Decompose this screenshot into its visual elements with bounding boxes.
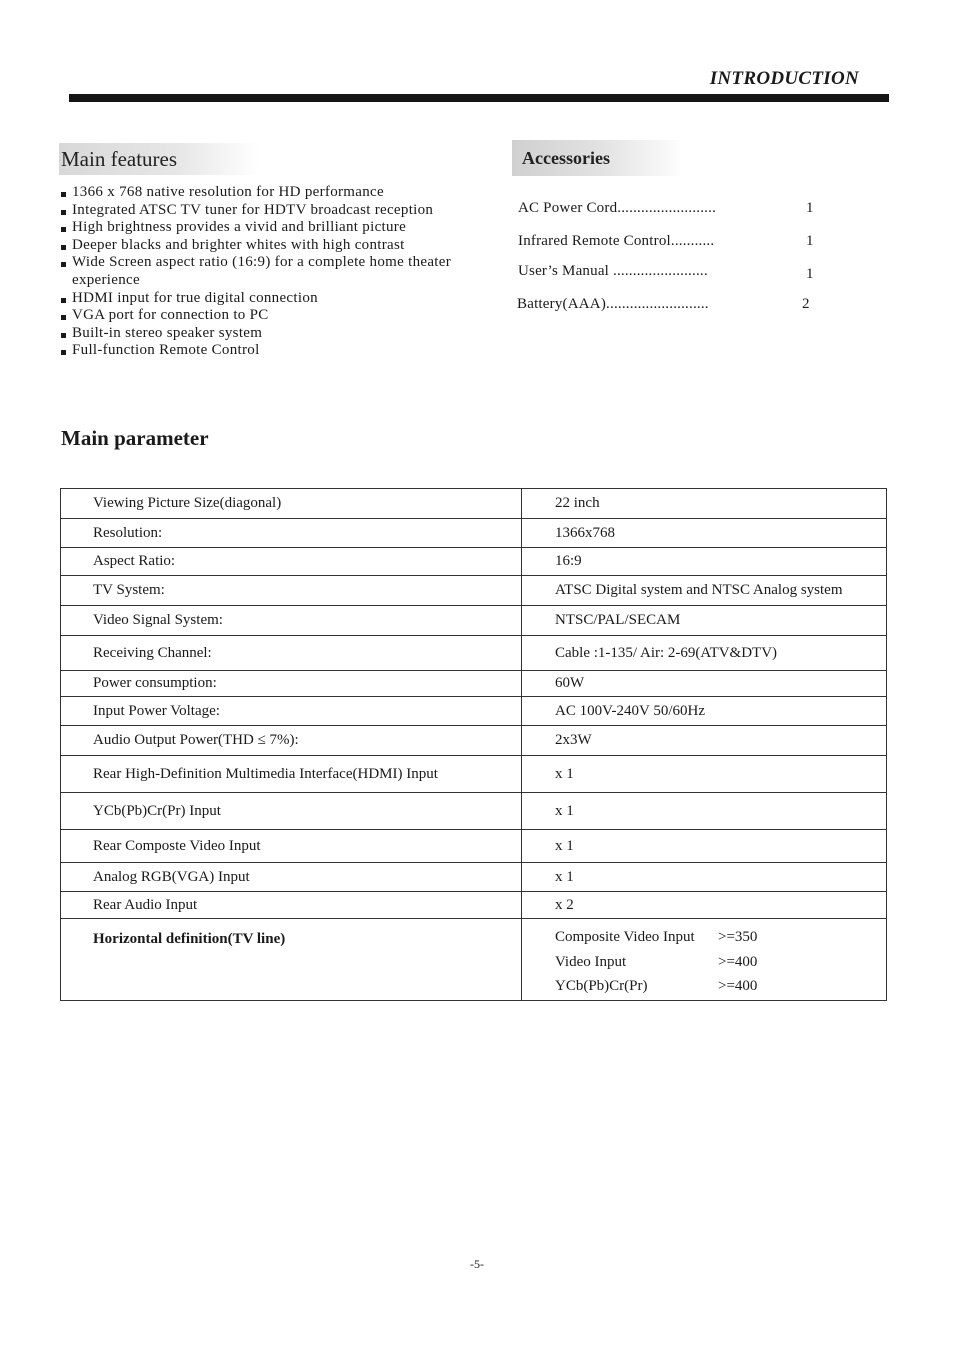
accessory-qty: 1 xyxy=(806,233,814,249)
accessory-qty: 1 xyxy=(806,266,814,282)
definition-name: YCb(Pb)Cr(Pr) xyxy=(555,978,648,995)
param-value: NTSC/PAL/SECAM xyxy=(522,606,887,636)
table-row xyxy=(61,548,887,576)
main-features-title: Main features xyxy=(61,147,178,171)
parameter-table xyxy=(60,488,887,1001)
section-label: INTRODUCTION xyxy=(709,68,859,89)
param-label: Viewing Picture Size(diagonal) xyxy=(61,489,522,519)
feature-item: VGA port for connection to PC xyxy=(61,307,491,325)
param-label: Rear Audio Input xyxy=(61,892,522,919)
table-row xyxy=(61,793,887,830)
param-label: Rear Composte Video Input xyxy=(61,830,522,863)
param-value: x 2 xyxy=(522,892,887,919)
param-value: 60W xyxy=(522,671,887,697)
table-row xyxy=(61,697,887,726)
accessories-title: Accessories xyxy=(522,148,610,168)
feature-item: High brightness provides a vivid and brilliant picture xyxy=(61,219,491,237)
param-label: Audio Output Power(THD ≤ 7%): xyxy=(61,726,522,756)
feature-item: Wide Screen aspect ratio (16:9) for a complete home theater experience xyxy=(61,254,491,289)
table-row xyxy=(61,671,887,697)
accessory-qty: 2 xyxy=(802,296,810,312)
definition-value: >=400 xyxy=(718,978,758,995)
param-value: x 1 xyxy=(522,793,887,830)
param-label: Resolution: xyxy=(61,519,522,548)
definition-name: Composite Video Input xyxy=(555,929,695,945)
feature-item: Deeper blacks and brighter whites with high contrast xyxy=(61,237,491,255)
table-row xyxy=(61,636,887,671)
features-list xyxy=(61,184,491,360)
feature-item: 1366 x 768 native resolution for HD performance xyxy=(61,184,491,202)
accessory-name: Infrared Remote Control........... xyxy=(518,233,715,249)
param-value: AC 100V-240V 50/60Hz xyxy=(522,697,887,726)
param-value: Cable :1-135/ Air: 2-69(ATV&DTV) xyxy=(522,636,887,671)
definition-line xyxy=(555,974,886,999)
page-number: -5- xyxy=(470,1257,484,1271)
table-row xyxy=(61,919,887,1001)
main-features-heading xyxy=(59,143,259,175)
feature-item: HDMI input for true digital connection xyxy=(61,290,491,308)
param-value: x 1 xyxy=(522,830,887,863)
param-label: Power consumption: xyxy=(61,671,522,697)
param-label: Aspect Ratio: xyxy=(61,548,522,576)
accessory-name: User’s Manual ........................ xyxy=(518,263,708,279)
param-value: 16:9 xyxy=(522,548,887,576)
param-label: Video Signal System: xyxy=(61,606,522,636)
param-label: Rear High-Definition Multimedia Interface(HDMI) Input xyxy=(61,756,522,793)
accessories-heading xyxy=(512,140,680,176)
param-label: Receiving Channel: xyxy=(61,636,522,671)
definition-value: >=350 xyxy=(718,929,758,945)
param-value: 22 inch xyxy=(522,489,887,519)
feature-item: Full-function Remote Control xyxy=(61,342,491,360)
table-row xyxy=(61,519,887,548)
definition-line xyxy=(555,925,886,950)
header-rule xyxy=(69,94,889,102)
param-value xyxy=(522,919,887,1001)
param-value: x 1 xyxy=(522,756,887,793)
accessory-name: AC Power Cord......................... xyxy=(518,200,717,216)
table-row xyxy=(61,726,887,756)
table-row xyxy=(61,489,887,519)
accessory-name: Battery(AAA).......................... xyxy=(517,296,709,312)
definition-line xyxy=(555,950,886,975)
definition-name: Video Input xyxy=(555,953,627,970)
main-parameter-title: Main parameter xyxy=(61,426,209,450)
feature-item: Integrated ATSC TV tuner for HDTV broadcast reception xyxy=(61,202,491,220)
param-value: 1366x768 xyxy=(522,519,887,548)
table-row xyxy=(61,606,887,636)
param-value: ATSC Digital system and NTSC Analog system xyxy=(522,576,887,606)
param-value: x 1 xyxy=(522,863,887,892)
table-row xyxy=(61,892,887,919)
table-row xyxy=(61,756,887,793)
param-label: Horizontal definition(TV line) xyxy=(61,919,522,1001)
definition-value: >=400 xyxy=(718,953,758,970)
param-label: Input Power Voltage: xyxy=(61,697,522,726)
feature-item: Built-in stereo speaker system xyxy=(61,325,491,343)
table-row xyxy=(61,830,887,863)
table-row xyxy=(61,863,887,892)
param-label: TV System: xyxy=(61,576,522,606)
accessory-qty: 1 xyxy=(806,200,814,216)
param-label: YCb(Pb)Cr(Pr) Input xyxy=(61,793,522,830)
param-value: 2x3W xyxy=(522,726,887,756)
param-label: Analog RGB(VGA) Input xyxy=(61,863,522,892)
table-row xyxy=(61,576,887,606)
